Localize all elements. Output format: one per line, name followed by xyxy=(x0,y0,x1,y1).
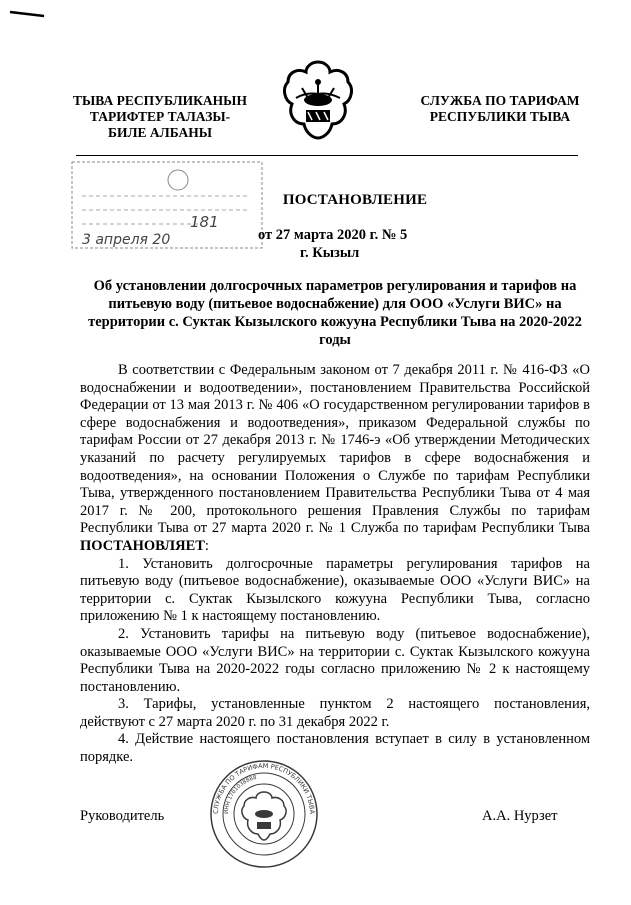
resolution-item: 3. Тарифы, установленные пунктом 2 настоящего постановления, действуют с 27 марта 2020 г. по 31 декабря 2022 г. xyxy=(80,696,590,730)
header-left-line: БИЛЕ АЛБАНЫ xyxy=(108,125,212,140)
header-right-line: СЛУЖБА ПО ТАРИФАМ xyxy=(420,93,580,108)
header-divider xyxy=(76,155,578,156)
resolution-item: 2. Установить тарифы на питьевую воду (питьевое водоснабжение), оказываемые ООО «Услуги ВИС» на территории с. Суктак Кызылского кожууна Республики Тыва на 2020-2022 годы согласно приложению № 2 к настоящему постановлению. xyxy=(80,625,590,695)
registration-date: 3 апреля 20 xyxy=(82,232,171,248)
header-left-tuvan xyxy=(70,93,250,141)
official-seal xyxy=(208,758,320,870)
header-left-line: ТЫВА РЕСПУБЛИКАНЫН xyxy=(73,93,247,108)
intro-text: В соответствии с Федеральным законом от 7 декабря 2011 г. № 416-ФЗ «О водоснабжении и водоотведении», постановлением Правительства Российской Федерации от 13 мая 2013 г. № 406 «О государственном регулировании тарифов в сфере водоснабжения и водоотведения», приказом Федеральной службы по тарифам России от 27 декабря 2013 г. № 1746-э «Об утверждении Методических указаний по расчету регулируемых тарифов в сфере водоснабжения и водоотведения», на основании Положения о Службе по тарифам Республики Тыва, утвержденного постановлением Правительства Республики Тыва от 4 мая 2017 г. № 200, протокольного решения Правления Службы по тарифам Республики Тыва от 27 марта 2020 г. № 1 Служба по тарифам Республики Тыва xyxy=(80,362,590,537)
resolution-item: 1. Установить долгосрочные параметры регулирования тарифов на питьевую воду (питьевое водоснабжение), оказываемые ООО «Услуги ВИС» на территории с. Суктак Кызылского кожууна Республики Тыва, согласно приложению № 1 к настоящему постановлению. xyxy=(80,555,590,625)
emblem-icon xyxy=(282,58,354,142)
corner-mark xyxy=(8,6,48,20)
resolves-word: ПОСТАНОВЛЯЕТ xyxy=(80,537,205,554)
document-subject: Об установлении долгосрочных параметров регулирования и тарифов на питьевую воду (питьевое водоснабжение) для ООО «Услуги ВИС» на территории с. Суктак Кызылского кожууна Республики Тыва на 2020-2022 годы xyxy=(88,278,582,348)
header-right-line: РЕСПУБЛИКИ ТЫВА xyxy=(429,109,571,124)
registration-number: 181 xyxy=(190,213,219,231)
signature-position: Руководитель xyxy=(80,808,165,824)
header-left-line: ТАРИФТЕР ТАЛАЗЫ- xyxy=(89,109,231,124)
resolution-item: 4. Действие настоящего постановления вступает в силу в установленном порядке. xyxy=(80,731,590,766)
signature-name: А.А. Нурзет xyxy=(482,808,558,824)
intro-paragraph xyxy=(80,362,590,556)
seal-inner-text: ИНН 1701038888 xyxy=(223,774,258,815)
document-city: г. Кызыл xyxy=(300,245,360,261)
resolves-colon: : xyxy=(204,537,209,554)
document-title: ПОСТАНОВЛЕНИЕ xyxy=(282,192,428,208)
document-date-number: от 27 марта 2020 г. № 5 xyxy=(258,227,408,243)
document-body xyxy=(80,362,590,767)
seal-ring-text: СЛУЖБА ПО ТАРИФАМ РЕСПУБЛИКИ ТЫВА xyxy=(211,761,317,815)
header-right-russian xyxy=(410,93,590,125)
